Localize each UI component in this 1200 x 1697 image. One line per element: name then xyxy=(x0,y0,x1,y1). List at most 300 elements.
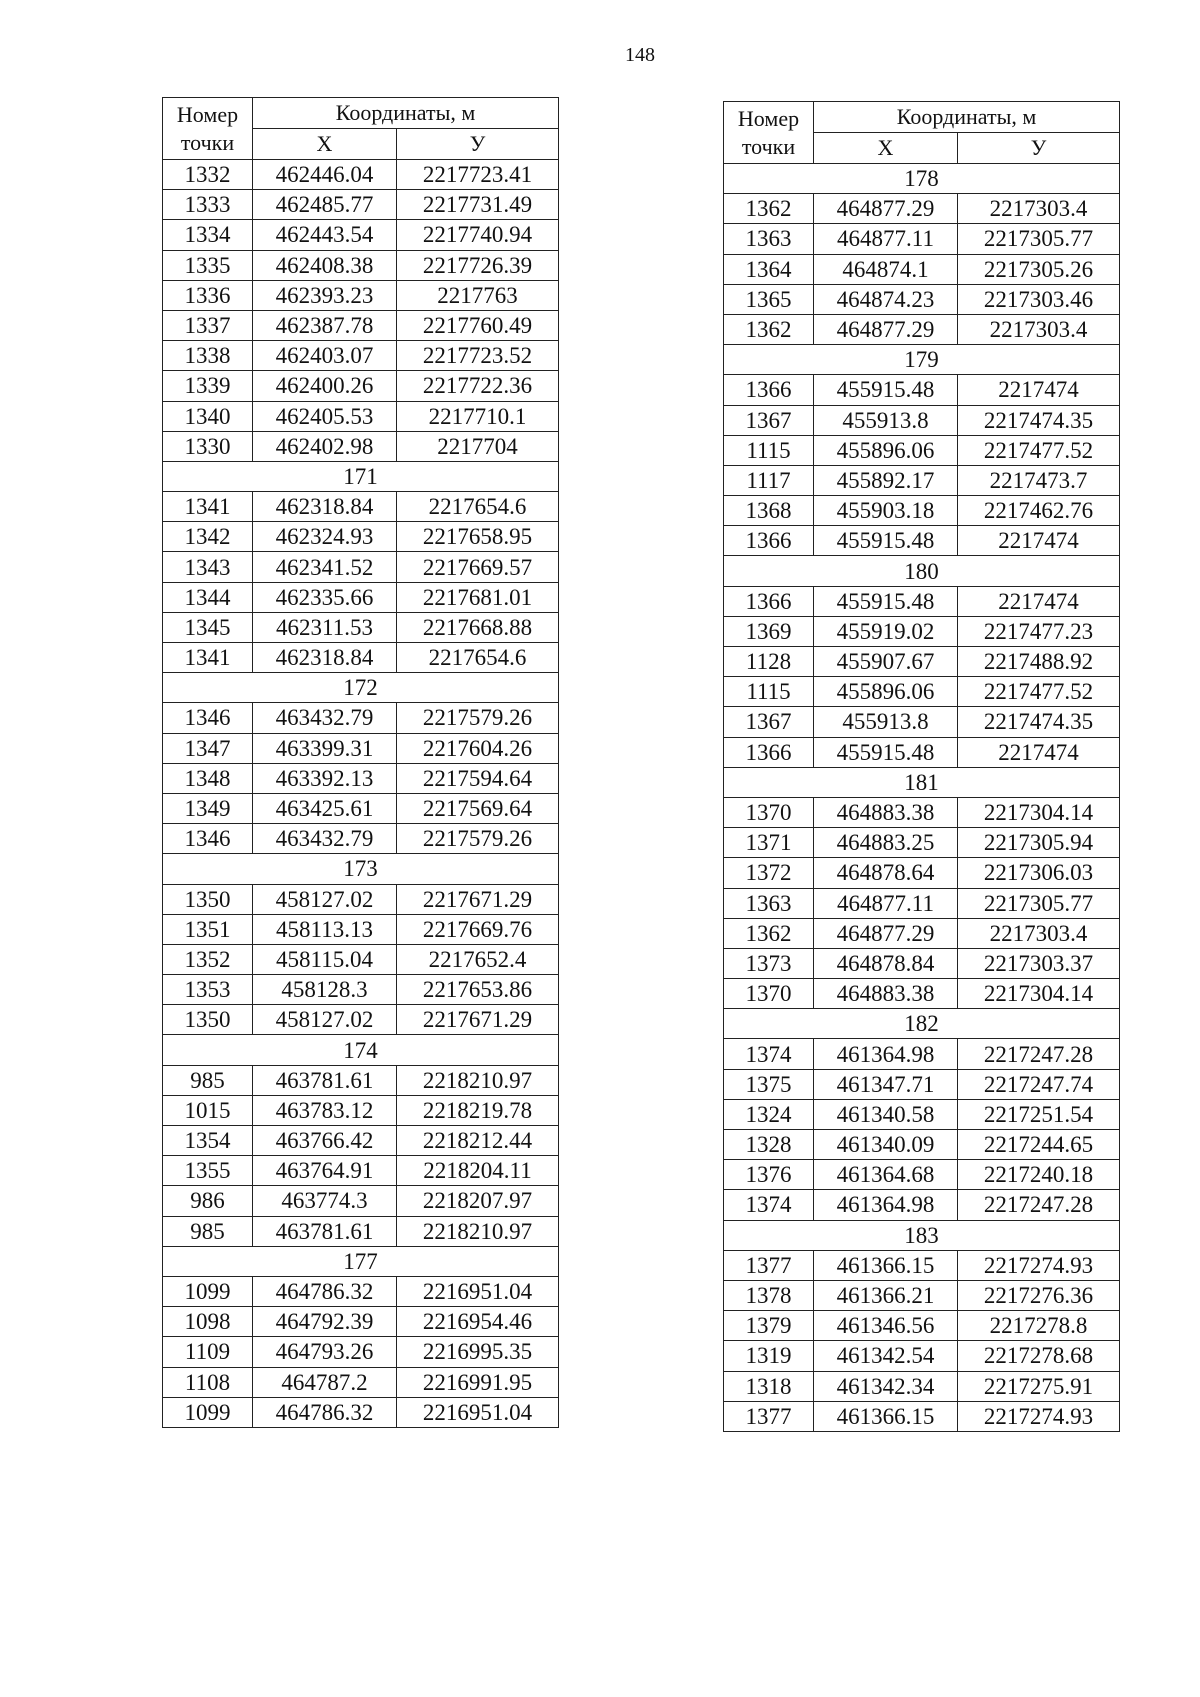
point-number-cell: 1366 xyxy=(724,375,814,405)
table-row xyxy=(724,647,1120,677)
table-row xyxy=(163,944,559,974)
table-row xyxy=(163,975,559,1005)
y-header: У xyxy=(397,129,559,160)
point-number-cell: 986 xyxy=(163,1186,253,1216)
y-coordinate-cell: 2217671.29 xyxy=(397,1005,559,1035)
point-number-cell: 1353 xyxy=(163,975,253,1005)
x-coordinate-cell: 462324.93 xyxy=(253,522,397,552)
y-coordinate-cell: 2217653.86 xyxy=(397,975,559,1005)
table-row xyxy=(724,526,1120,556)
point-number-cell: 1115 xyxy=(724,435,814,465)
y-coordinate-cell: 2216995.35 xyxy=(397,1337,559,1367)
x-coordinate-cell: 463781.61 xyxy=(253,1065,397,1095)
x-header: X xyxy=(253,129,397,160)
x-coordinate-cell: 461364.98 xyxy=(814,1190,958,1220)
parcel-group-row xyxy=(724,164,1120,194)
y-coordinate-cell: 2217251.54 xyxy=(958,1099,1120,1129)
table-row xyxy=(724,1190,1120,1220)
point-number-cell: 1362 xyxy=(724,194,814,224)
y-coordinate-cell: 2217304.14 xyxy=(958,979,1120,1009)
table-row xyxy=(163,220,559,250)
table-row xyxy=(163,1126,559,1156)
y-coordinate-cell: 2218204.11 xyxy=(397,1156,559,1186)
point-number-cell: 1374 xyxy=(724,1039,814,1069)
parcel-group-row xyxy=(724,556,1120,586)
y-coordinate-cell: 2217275.91 xyxy=(958,1371,1120,1401)
point-number-cell: 1117 xyxy=(724,465,814,495)
coordinates-table-left xyxy=(162,97,559,1428)
x-coordinate-cell: 462405.53 xyxy=(253,401,397,431)
x-coordinate-cell: 455896.06 xyxy=(814,677,958,707)
x-coordinate-cell: 455913.8 xyxy=(814,707,958,737)
point-number-cell: 1348 xyxy=(163,763,253,793)
y-coordinate-cell: 2217305.77 xyxy=(958,224,1120,254)
parcel-number: 179 xyxy=(724,345,1120,375)
y-coordinate-cell: 2217477.23 xyxy=(958,616,1120,646)
point-number-cell: 1324 xyxy=(724,1099,814,1129)
point-number-cell: 1366 xyxy=(724,737,814,767)
y-coordinate-cell: 2217579.26 xyxy=(397,824,559,854)
point-number-header xyxy=(724,102,814,164)
x-coordinate-cell: 461342.34 xyxy=(814,1371,958,1401)
table-row xyxy=(724,677,1120,707)
y-coordinate-cell: 2217244.65 xyxy=(958,1130,1120,1160)
y-coordinate-cell: 2216951.04 xyxy=(397,1397,559,1427)
y-coordinate-cell: 2217723.52 xyxy=(397,341,559,371)
point-number-cell: 1370 xyxy=(724,979,814,1009)
table-row xyxy=(163,824,559,854)
table-row xyxy=(724,828,1120,858)
table-row xyxy=(724,1250,1120,1280)
table-row xyxy=(163,522,559,552)
x-coordinate-cell: 461366.21 xyxy=(814,1280,958,1310)
table-row xyxy=(724,1341,1120,1371)
parcel-group-row xyxy=(724,767,1120,797)
x-coordinate-cell: 462402.98 xyxy=(253,431,397,461)
y-coordinate-cell: 2218210.97 xyxy=(397,1065,559,1095)
y-coordinate-cell: 2217669.57 xyxy=(397,552,559,582)
table-row xyxy=(163,763,559,793)
table-row xyxy=(724,1280,1120,1310)
table-row xyxy=(163,1186,559,1216)
parcel-group-row xyxy=(163,673,559,703)
y-coordinate-cell: 2217658.95 xyxy=(397,522,559,552)
parcel-number: 172 xyxy=(163,673,559,703)
x-coordinate-cell: 463399.31 xyxy=(253,733,397,763)
point-number-cell: 1377 xyxy=(724,1401,814,1431)
point-number-cell: 1365 xyxy=(724,284,814,314)
point-number-cell: 1339 xyxy=(163,371,253,401)
point-number-cell: 1375 xyxy=(724,1069,814,1099)
x-coordinate-cell: 462387.78 xyxy=(253,310,397,340)
y-coordinate-cell: 2217306.03 xyxy=(958,858,1120,888)
x-coordinate-cell: 462400.26 xyxy=(253,371,397,401)
table-row xyxy=(163,1216,559,1246)
point-number-cell: 1344 xyxy=(163,582,253,612)
table-row xyxy=(724,194,1120,224)
x-coordinate-cell: 464883.38 xyxy=(814,797,958,827)
table-row xyxy=(724,918,1120,948)
point-number-cell: 985 xyxy=(163,1065,253,1095)
y-coordinate-cell: 2217726.39 xyxy=(397,250,559,280)
point-number-cell: 1351 xyxy=(163,914,253,944)
point-number-cell: 1015 xyxy=(163,1095,253,1125)
y-coordinate-cell: 2217303.46 xyxy=(958,284,1120,314)
y-coordinate-cell: 2217671.29 xyxy=(397,884,559,914)
table-row xyxy=(724,254,1120,284)
y-coordinate-cell: 2217278.8 xyxy=(958,1311,1120,1341)
x-coordinate-cell: 455903.18 xyxy=(814,496,958,526)
y-coordinate-cell: 2216991.95 xyxy=(397,1367,559,1397)
table-row xyxy=(163,914,559,944)
parcel-group-row xyxy=(724,1009,1120,1039)
y-coordinate-cell: 2217669.76 xyxy=(397,914,559,944)
table-row xyxy=(163,371,559,401)
y-coordinate-cell: 2217740.94 xyxy=(397,220,559,250)
parcel-number: 177 xyxy=(163,1246,559,1276)
point-number-header-line1: Номер xyxy=(737,105,800,131)
y-coordinate-cell: 2218210.97 xyxy=(397,1216,559,1246)
table-row xyxy=(163,793,559,823)
point-number-header-line2: точки xyxy=(741,133,796,159)
point-number-cell: 1336 xyxy=(163,280,253,310)
point-number-cell: 985 xyxy=(163,1216,253,1246)
point-number-cell: 1366 xyxy=(724,526,814,556)
y-coordinate-cell: 2217305.77 xyxy=(958,888,1120,918)
x-coordinate-cell: 464877.29 xyxy=(814,314,958,344)
y-coordinate-cell: 2217704 xyxy=(397,431,559,461)
table-row xyxy=(724,465,1120,495)
table-row xyxy=(724,375,1120,405)
point-number-cell: 1362 xyxy=(724,918,814,948)
y-header: У xyxy=(958,133,1120,164)
x-coordinate-cell: 464877.29 xyxy=(814,918,958,948)
y-coordinate-cell: 2217462.76 xyxy=(958,496,1120,526)
point-number-cell: 1337 xyxy=(163,310,253,340)
table-row xyxy=(163,643,559,673)
x-coordinate-cell: 461340.58 xyxy=(814,1099,958,1129)
parcel-number: 180 xyxy=(724,556,1120,586)
y-coordinate-cell: 2217305.26 xyxy=(958,254,1120,284)
y-coordinate-cell: 2217604.26 xyxy=(397,733,559,763)
y-coordinate-cell: 2217654.6 xyxy=(397,643,559,673)
point-number-cell: 1354 xyxy=(163,1126,253,1156)
y-coordinate-cell: 2217488.92 xyxy=(958,647,1120,677)
x-coordinate-cell: 461366.15 xyxy=(814,1401,958,1431)
point-number-cell: 1362 xyxy=(724,314,814,344)
y-coordinate-cell: 2217274.93 xyxy=(958,1250,1120,1280)
table-row xyxy=(163,310,559,340)
y-coordinate-cell: 2217303.4 xyxy=(958,918,1120,948)
point-number-cell: 1109 xyxy=(163,1337,253,1367)
x-coordinate-cell: 455915.48 xyxy=(814,375,958,405)
parcel-group-row xyxy=(724,345,1120,375)
x-coordinate-cell: 461347.71 xyxy=(814,1069,958,1099)
point-number-cell: 1099 xyxy=(163,1276,253,1306)
point-number-cell: 1108 xyxy=(163,1367,253,1397)
point-number-cell: 1346 xyxy=(163,824,253,854)
y-coordinate-cell: 2217474 xyxy=(958,737,1120,767)
point-number-cell: 1368 xyxy=(724,496,814,526)
table-row xyxy=(724,1311,1120,1341)
point-number-cell: 1115 xyxy=(724,677,814,707)
y-coordinate-cell: 2217276.36 xyxy=(958,1280,1120,1310)
table-row xyxy=(724,314,1120,344)
y-coordinate-cell: 2217274.93 xyxy=(958,1401,1120,1431)
x-coordinate-cell: 461342.54 xyxy=(814,1341,958,1371)
point-number-cell: 1341 xyxy=(163,643,253,673)
table-row xyxy=(163,582,559,612)
table-row xyxy=(163,160,559,190)
table-row xyxy=(163,492,559,522)
y-coordinate-cell: 2217247.74 xyxy=(958,1069,1120,1099)
table-row xyxy=(163,884,559,914)
point-number-cell: 1328 xyxy=(724,1130,814,1160)
y-coordinate-cell: 2218212.44 xyxy=(397,1126,559,1156)
parcel-number: 173 xyxy=(163,854,559,884)
point-number-cell: 1346 xyxy=(163,703,253,733)
point-number-cell: 1335 xyxy=(163,250,253,280)
x-coordinate-cell: 462341.52 xyxy=(253,552,397,582)
y-coordinate-cell: 2217579.26 xyxy=(397,703,559,733)
point-number-cell: 1369 xyxy=(724,616,814,646)
x-header: X xyxy=(814,133,958,164)
x-coordinate-cell: 464874.23 xyxy=(814,284,958,314)
parcel-number: 183 xyxy=(724,1220,1120,1250)
x-coordinate-cell: 455915.48 xyxy=(814,737,958,767)
point-number-cell: 1338 xyxy=(163,341,253,371)
coordinates-header: Координаты, м xyxy=(253,98,559,129)
y-coordinate-cell: 2217731.49 xyxy=(397,190,559,220)
table-row xyxy=(724,496,1120,526)
table-row xyxy=(724,1160,1120,1190)
point-number-header xyxy=(163,98,253,160)
y-coordinate-cell: 2217303.4 xyxy=(958,194,1120,224)
y-coordinate-cell: 2217304.14 xyxy=(958,797,1120,827)
table-row xyxy=(163,1337,559,1367)
x-coordinate-cell: 463783.12 xyxy=(253,1095,397,1125)
point-number-cell: 1355 xyxy=(163,1156,253,1186)
x-coordinate-cell: 462443.54 xyxy=(253,220,397,250)
table-row xyxy=(163,250,559,280)
x-coordinate-cell: 462403.07 xyxy=(253,341,397,371)
table-row xyxy=(724,1401,1120,1431)
y-coordinate-cell: 2217278.68 xyxy=(958,1341,1120,1371)
x-coordinate-cell: 458115.04 xyxy=(253,944,397,974)
x-coordinate-cell: 464877.11 xyxy=(814,888,958,918)
x-coordinate-cell: 464874.1 xyxy=(814,254,958,284)
table-row xyxy=(724,888,1120,918)
point-number-cell: 1364 xyxy=(724,254,814,284)
point-number-cell: 1350 xyxy=(163,884,253,914)
parcel-group-row xyxy=(163,1035,559,1065)
x-coordinate-cell: 461364.68 xyxy=(814,1160,958,1190)
y-coordinate-cell: 2217710.1 xyxy=(397,401,559,431)
point-number-cell: 1332 xyxy=(163,160,253,190)
x-coordinate-cell: 464786.32 xyxy=(253,1397,397,1427)
y-coordinate-cell: 2217569.64 xyxy=(397,793,559,823)
x-coordinate-cell: 461340.09 xyxy=(814,1130,958,1160)
point-number-cell: 1374 xyxy=(724,1190,814,1220)
point-number-cell: 1370 xyxy=(724,797,814,827)
table-row xyxy=(163,190,559,220)
point-number-cell: 1377 xyxy=(724,1250,814,1280)
point-number-cell: 1342 xyxy=(163,522,253,552)
table-row xyxy=(163,401,559,431)
point-number-cell: 1319 xyxy=(724,1341,814,1371)
y-coordinate-cell: 2217760.49 xyxy=(397,310,559,340)
x-coordinate-cell: 464792.39 xyxy=(253,1307,397,1337)
table-row xyxy=(163,1095,559,1125)
point-number-cell: 1345 xyxy=(163,612,253,642)
x-coordinate-cell: 455907.67 xyxy=(814,647,958,677)
table-row xyxy=(163,1065,559,1095)
parcel-group-row xyxy=(724,1220,1120,1250)
page-number: 148 xyxy=(625,44,655,66)
x-coordinate-cell: 463432.79 xyxy=(253,824,397,854)
table-row xyxy=(163,431,559,461)
parcel-number: 178 xyxy=(724,164,1120,194)
table-row xyxy=(724,737,1120,767)
table-row xyxy=(724,224,1120,254)
point-number-cell: 1363 xyxy=(724,888,814,918)
point-number-cell: 1352 xyxy=(163,944,253,974)
table-row xyxy=(163,1397,559,1427)
table-row xyxy=(724,1099,1120,1129)
x-coordinate-cell: 455915.48 xyxy=(814,586,958,616)
y-coordinate-cell: 2218219.78 xyxy=(397,1095,559,1125)
x-coordinate-cell: 455896.06 xyxy=(814,435,958,465)
y-coordinate-cell: 2217763 xyxy=(397,280,559,310)
y-coordinate-cell: 2217303.37 xyxy=(958,948,1120,978)
x-coordinate-cell: 461366.15 xyxy=(814,1250,958,1280)
x-coordinate-cell: 464877.29 xyxy=(814,194,958,224)
x-coordinate-cell: 462393.23 xyxy=(253,280,397,310)
x-coordinate-cell: 458113.13 xyxy=(253,914,397,944)
point-number-cell: 1350 xyxy=(163,1005,253,1035)
table-row xyxy=(724,948,1120,978)
x-coordinate-cell: 462318.84 xyxy=(253,492,397,522)
y-coordinate-cell: 2217594.64 xyxy=(397,763,559,793)
point-number-cell: 1366 xyxy=(724,586,814,616)
table-row xyxy=(163,733,559,763)
table-row xyxy=(163,1276,559,1306)
point-number-cell: 1343 xyxy=(163,552,253,582)
y-coordinate-cell: 2217474.35 xyxy=(958,707,1120,737)
point-number-cell: 1334 xyxy=(163,220,253,250)
x-coordinate-cell: 464883.38 xyxy=(814,979,958,1009)
y-coordinate-cell: 2217303.4 xyxy=(958,314,1120,344)
x-coordinate-cell: 463766.42 xyxy=(253,1126,397,1156)
table-row xyxy=(724,1069,1120,1099)
point-number-cell: 1349 xyxy=(163,793,253,823)
table-row xyxy=(163,280,559,310)
table-row xyxy=(163,552,559,582)
y-coordinate-cell: 2217240.18 xyxy=(958,1160,1120,1190)
x-coordinate-cell: 463774.3 xyxy=(253,1186,397,1216)
y-coordinate-cell: 2217477.52 xyxy=(958,435,1120,465)
point-number-cell: 1373 xyxy=(724,948,814,978)
y-coordinate-cell: 2217474 xyxy=(958,526,1120,556)
point-number-cell: 1098 xyxy=(163,1307,253,1337)
y-coordinate-cell: 2217654.6 xyxy=(397,492,559,522)
table-row xyxy=(163,1156,559,1186)
table-row xyxy=(724,858,1120,888)
y-coordinate-cell: 2216951.04 xyxy=(397,1276,559,1306)
x-coordinate-cell: 462446.04 xyxy=(253,160,397,190)
table-row xyxy=(724,979,1120,1009)
y-coordinate-cell: 2217723.41 xyxy=(397,160,559,190)
table-row xyxy=(724,1130,1120,1160)
point-number-cell: 1341 xyxy=(163,492,253,522)
table-row xyxy=(724,1039,1120,1069)
table-row xyxy=(163,341,559,371)
point-number-cell: 1376 xyxy=(724,1160,814,1190)
x-coordinate-cell: 462311.53 xyxy=(253,612,397,642)
y-coordinate-cell: 2218207.97 xyxy=(397,1186,559,1216)
x-coordinate-cell: 463392.13 xyxy=(253,763,397,793)
x-coordinate-cell: 463432.79 xyxy=(253,703,397,733)
x-coordinate-cell: 455919.02 xyxy=(814,616,958,646)
x-coordinate-cell: 461364.98 xyxy=(814,1039,958,1069)
x-coordinate-cell: 462485.77 xyxy=(253,190,397,220)
x-coordinate-cell: 464878.64 xyxy=(814,858,958,888)
x-coordinate-cell: 462318.84 xyxy=(253,643,397,673)
parcel-number: 182 xyxy=(724,1009,1120,1039)
x-coordinate-cell: 462408.38 xyxy=(253,250,397,280)
table-row xyxy=(724,405,1120,435)
y-coordinate-cell: 2217652.4 xyxy=(397,944,559,974)
table-row xyxy=(724,616,1120,646)
table-row xyxy=(724,284,1120,314)
point-number-cell: 1378 xyxy=(724,1280,814,1310)
parcel-group-row xyxy=(163,854,559,884)
y-coordinate-cell: 2217681.01 xyxy=(397,582,559,612)
y-coordinate-cell: 2217247.28 xyxy=(958,1039,1120,1069)
point-number-cell: 1340 xyxy=(163,401,253,431)
parcel-number: 174 xyxy=(163,1035,559,1065)
parcel-group-row xyxy=(163,461,559,491)
x-coordinate-cell: 463764.91 xyxy=(253,1156,397,1186)
x-coordinate-cell: 458128.3 xyxy=(253,975,397,1005)
y-coordinate-cell: 2217247.28 xyxy=(958,1190,1120,1220)
coordinates-table-right xyxy=(723,101,1120,1432)
table-row xyxy=(724,707,1120,737)
x-coordinate-cell: 464877.11 xyxy=(814,224,958,254)
point-number-cell: 1333 xyxy=(163,190,253,220)
y-coordinate-cell: 2217473.7 xyxy=(958,465,1120,495)
table-row xyxy=(163,1367,559,1397)
parcel-number: 171 xyxy=(163,461,559,491)
x-coordinate-cell: 462335.66 xyxy=(253,582,397,612)
x-coordinate-cell: 464787.2 xyxy=(253,1367,397,1397)
x-coordinate-cell: 464793.26 xyxy=(253,1337,397,1367)
y-coordinate-cell: 2217477.52 xyxy=(958,677,1120,707)
x-coordinate-cell: 461346.56 xyxy=(814,1311,958,1341)
point-number-cell: 1099 xyxy=(163,1397,253,1427)
y-coordinate-cell: 2217305.94 xyxy=(958,828,1120,858)
x-coordinate-cell: 464883.25 xyxy=(814,828,958,858)
table-row xyxy=(724,1371,1120,1401)
y-coordinate-cell: 2217474.35 xyxy=(958,405,1120,435)
point-number-header-line1: Номер xyxy=(176,101,239,127)
table-row xyxy=(163,703,559,733)
y-coordinate-cell: 2217474 xyxy=(958,375,1120,405)
point-number-cell: 1363 xyxy=(724,224,814,254)
point-number-cell: 1128 xyxy=(724,647,814,677)
point-number-cell: 1330 xyxy=(163,431,253,461)
table-row xyxy=(163,612,559,642)
